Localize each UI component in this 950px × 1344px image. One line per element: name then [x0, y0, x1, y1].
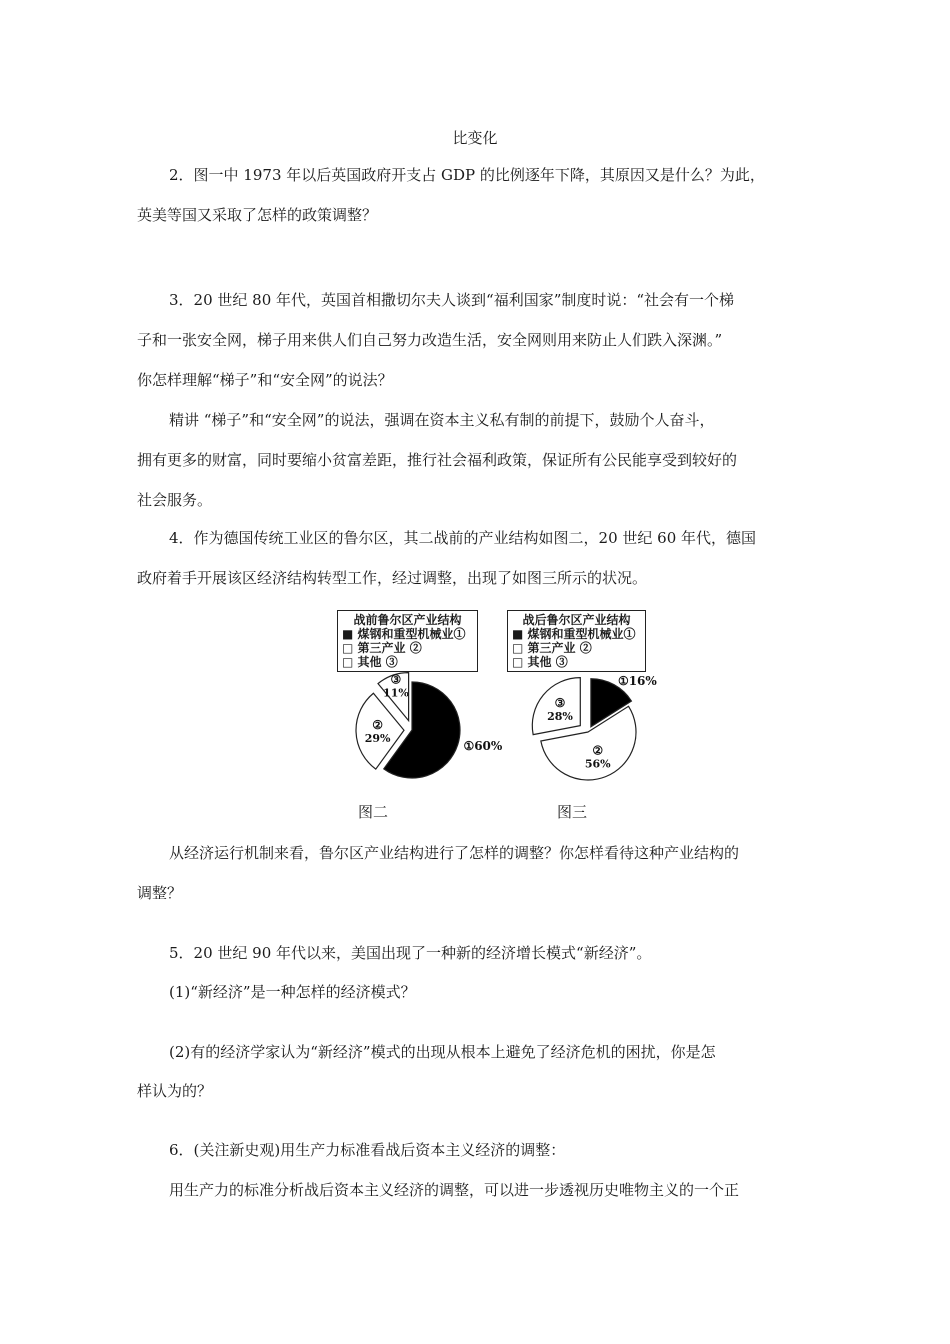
slice-marker-label: ③ — [390, 672, 402, 687]
q4-after: 从经济运行机制来看，鲁尔区产业结构进行了怎样的调整？你怎样看待这种产业结构的 — [169, 844, 740, 862]
q3-line: 你怎样理解“梯子”和“安全网”的说法？ — [137, 371, 393, 389]
slice-value-label: 11% — [383, 686, 409, 700]
slice-value-label: 29% — [364, 732, 391, 746]
legend-item: ■ 煤钢和重型机械业① — [342, 627, 466, 641]
legend-item: □ 其他 ③ — [342, 655, 398, 669]
q6-line: 6．(关注新史观)用生产力标准看战后资本主义经济的调整： — [169, 1141, 566, 1159]
q5-sub: (2)有的经济学家认为“新经济”模式的出现从根本上避免了经济危机的困扰，你是怎 — [169, 1043, 716, 1061]
figure-caption: 图三 — [557, 803, 588, 821]
q5-sub: (1)“新经济”是一种怎样的经济模式？ — [169, 983, 416, 1001]
q3-answer: 精讲 “梯子”和“安全网”的说法，强调在资本主义私有制的前提下，鼓励个人奋斗， — [169, 411, 715, 429]
q4-line: 4．作为德国传统工业区的鲁尔区，其二战前的产业结构如图二，20 世纪 60 年代，德国 — [169, 529, 757, 547]
q5-sub: 样认为的？ — [137, 1082, 213, 1100]
q2-line: 2．图一中 1973 年以后英国政府开支占 GDP 的比例逐年下降，其原因又是什么？为此， — [169, 166, 765, 184]
slice-marker-label: ③ — [554, 695, 566, 710]
legend-postwar — [507, 610, 646, 672]
legend-item: ■ 煤钢和重型机械业① — [512, 627, 636, 641]
q4-line: 政府着手开展该区经济结构转型工作，经过调整，出现了如图三所示的状况。 — [137, 569, 648, 587]
legend-item: □ 第三产业 ② — [512, 641, 592, 655]
q2-line: 英美等国又采取了怎样的政策调整？ — [137, 206, 378, 224]
q3-answer: 社会服务。 — [137, 491, 213, 509]
pie-chart-prewar — [330, 672, 505, 787]
slice-marker-label: ② — [592, 743, 604, 758]
slice-value-label: ①16% — [617, 674, 657, 689]
legend-item: □ 其他 ③ — [512, 655, 568, 669]
legend-item: □ 第三产业 ② — [342, 641, 422, 655]
q5-line: 5．20 世纪 90 年代以来，美国出现了一种新的经济增长模式“新经济”。 — [169, 944, 652, 962]
slice-value-label: 56% — [584, 757, 611, 771]
page-heading: 比变化 — [452, 129, 498, 147]
q6-line: 用生产力的标准分析战后资本主义经济的调整，可以进一步透视历史唯物主义的一个正 — [169, 1181, 740, 1199]
q4-after: 调整？ — [137, 884, 183, 902]
slice-marker-label: ② — [372, 718, 383, 733]
figure-caption: 图二 — [358, 803, 389, 821]
slice-value-label: 28% — [547, 709, 573, 723]
legend-title: 战后鲁尔区产业结构 — [522, 613, 631, 627]
q3-line: 3．20 世纪 80 年代，英国首相撒切尔夫人谈到“福利国家”制度时说：“社会有一个梯 — [169, 291, 735, 309]
legend-prewar — [337, 610, 478, 672]
q3-line: 子和一张安全网，梯子用来供人们自己努力改造生活，安全网则用来防止人们跌入深渊。” — [137, 331, 723, 349]
q3-answer: 拥有更多的财富，同时要缩小贫富差距，推行社会福利政策，保证所有公民能享受到较好的 — [137, 451, 738, 469]
pie-chart-postwar — [515, 672, 665, 787]
slice-value-label: ①60% — [463, 739, 503, 754]
legend-title: 战前鲁尔区产业结构 — [353, 613, 462, 627]
